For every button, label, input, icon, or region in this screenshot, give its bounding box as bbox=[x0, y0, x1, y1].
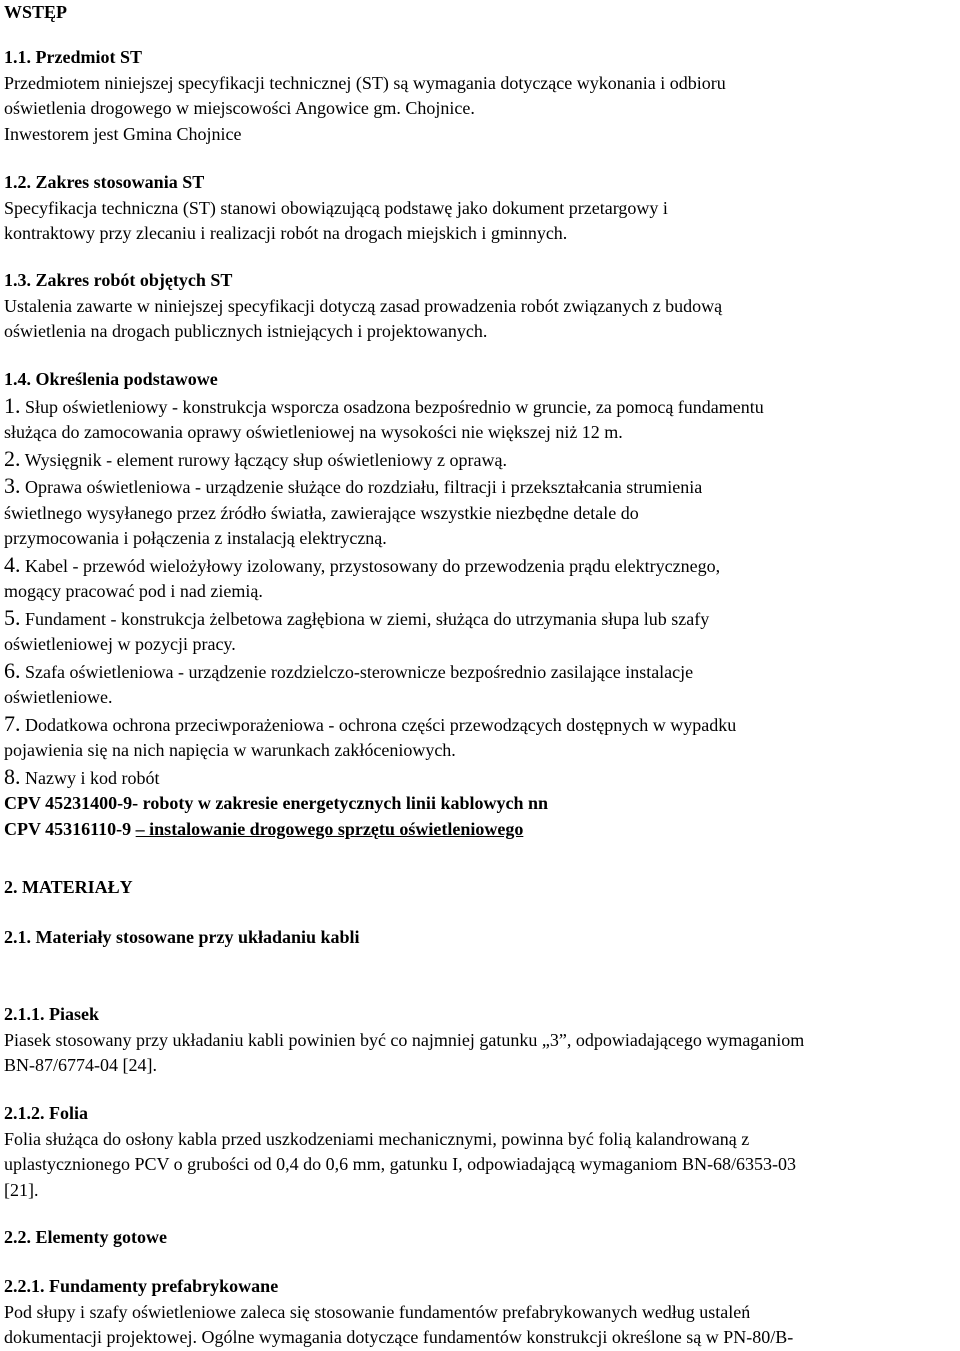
cpv-code-line: CPV 45231400-9- roboty w zakresie energetycznych linii kablowych nn bbox=[4, 793, 548, 813]
item-text: przymocowania i połączenia z instalacją elektryczną. bbox=[4, 528, 387, 548]
section-2-1-2 bbox=[4, 1101, 956, 1203]
section-2-2-heading: 2.2. Elementy gotowe bbox=[4, 1227, 167, 1247]
section-heading: 1.1. Przedmiot ST bbox=[4, 47, 142, 67]
paragraph-line: Ustalenia zawarte w niniejszej specyfikacji dotyczą zasad prowadzenia robót związanych z budową bbox=[4, 295, 723, 316]
cpv-code-line bbox=[4, 817, 956, 843]
item-text: Fundament - konstrukcja żelbetowa zagłębiona w ziemi, służąca do utrzymania słupa lub szafy bbox=[25, 608, 710, 629]
definition-item-2 bbox=[4, 446, 956, 474]
item-text: Kabel - przewód wielożyłowy izolowany, przystosowany do przewodzenia prądu elektrycznego, bbox=[25, 555, 721, 576]
section-1-3 bbox=[4, 268, 956, 345]
cpv-code: CPV 45316110-9 bbox=[4, 818, 136, 839]
section-heading: 1.4. Określenia podstawowe bbox=[4, 369, 218, 389]
definition-item-5 bbox=[4, 605, 956, 658]
paragraph-line: uplastycznionego PCV o grubości od 0,4 do 0,6 mm, gatunku I, odpowiadającą wymaganiom BN-68/6353-03 bbox=[4, 1154, 797, 1174]
item-number: 2. bbox=[4, 445, 21, 471]
item-text: świetlnego wysyłanego przez źródło światła, zawierające wszystkie niezbędne detale do bbox=[4, 502, 639, 523]
definition-item-8 bbox=[4, 764, 956, 792]
item-text: Wysięgnik - element rurowy łączący słup oświetleniowy z oprawą. bbox=[24, 449, 507, 470]
paragraph-line: oświetlenia na drogach publicznych istniejących i projektowanych. bbox=[4, 321, 488, 341]
paragraph-line: BN-87/6774-04 [24]. bbox=[4, 1055, 157, 1075]
definition-item-4 bbox=[4, 552, 956, 605]
item-number: 1. bbox=[4, 392, 21, 418]
section-1-1 bbox=[4, 45, 956, 147]
item-text: oświetleniowej w pozycji pracy. bbox=[4, 634, 236, 654]
item-text: Szafa oświetleniowa - urządzenie rozdzielczo-sterownicze bezpośrednio zasilające instalacje bbox=[25, 661, 694, 682]
section-heading: 1.3. Zakres robót objętych ST bbox=[4, 270, 233, 290]
paragraph-line: Inwestorem jest Gmina Chojnice bbox=[4, 123, 242, 144]
item-text: służąca do zamocowania oprawy oświetleniowej na wysokości nie większej niż 12 m. bbox=[4, 422, 623, 442]
paragraph-line: oświetlenia drogowego w miejscowości Angowice gm. Chojnice. bbox=[4, 98, 475, 118]
item-number: 6. bbox=[4, 657, 21, 683]
item-text: pojawienia się na nich napięcia w warunkach zakłóceniowych. bbox=[4, 740, 456, 760]
section-heading: 2.2.1. Fundamenty prefabrykowane bbox=[4, 1276, 279, 1296]
paragraph-line: [21]. bbox=[4, 1179, 39, 1200]
paragraph-line: Folia służąca do osłony kabla przed uszkodzeniami mechanicznymi, powinna być folią kalandrowaną z bbox=[4, 1128, 750, 1149]
definition-item-1 bbox=[4, 393, 956, 446]
paragraph-line: Piasek stosowany przy układaniu kabli powinien być co najmniej gatunku „3”, odpowiadającego wymaganiom bbox=[4, 1029, 805, 1050]
section-2-1-heading: 2.1. Materiały stosowane przy układaniu kabli bbox=[4, 927, 360, 947]
paragraph-line: Pod słupy i szafy oświetleniowe zaleca się stosowanie fundamentów prefabrykowanych według ustaleń bbox=[4, 1301, 751, 1322]
definition-item-3 bbox=[4, 473, 956, 552]
paragraph-line: Przedmiotem niniejszej specyfikacji technicznej (ST) są wymagania dotyczące wykonania i odbioru bbox=[4, 72, 726, 93]
item-text: Dodatkowa ochrona przeciwporażeniowa - ochrona części przewodzących dostępnych w wypadku bbox=[25, 714, 737, 735]
item-number: 8. bbox=[4, 763, 21, 789]
paragraph-line: Specyfikacja techniczna (ST) stanowi obowiązującą podstawę jako dokument przetargowy i bbox=[4, 197, 668, 218]
item-number: 7. bbox=[4, 710, 21, 736]
section-heading: 2.1.1. Piasek bbox=[4, 1004, 100, 1024]
section-heading: 1.2. Zakres stosowania ST bbox=[4, 172, 205, 192]
paragraph-line: kontraktowy przy zlecaniu i realizacji robót na drogach miejskich i gminnych. bbox=[4, 223, 568, 243]
item-text: Słup oświetleniowy - konstrukcja wsporcza osadzona bezpośrednio w gruncie, za pomocą fundamentu bbox=[25, 396, 764, 417]
document-title: WSTĘP bbox=[4, 2, 68, 22]
item-text: Oprawa oświetleniowa - urządzenie służące do rozdziału, filtracji i przekształcania strumienia bbox=[25, 477, 703, 497]
definition-item-7 bbox=[4, 711, 956, 764]
section-2-2-1 bbox=[4, 1274, 956, 1351]
section-heading: 2.1.2. Folia bbox=[4, 1103, 88, 1123]
item-text: Nazwy i kod robót bbox=[25, 767, 160, 788]
paragraph-line: dokumentacji projektowej. Ogólne wymagania dotyczące fundamentów konstrukcji określone są w PN-80/B- bbox=[4, 1327, 794, 1347]
item-text: mogący pracować pod i nad ziemią. bbox=[4, 581, 263, 601]
cpv-description: – instalowanie drogowego sprzętu oświetleniowego bbox=[135, 818, 524, 839]
section-2-heading: 2. MATERIAŁY bbox=[4, 877, 133, 897]
section-1-4 bbox=[4, 367, 956, 842]
definition-item-6 bbox=[4, 658, 956, 711]
item-number: 5. bbox=[4, 604, 21, 630]
item-number: 4. bbox=[4, 551, 21, 577]
section-1-2 bbox=[4, 170, 956, 247]
item-number: 3. bbox=[4, 473, 21, 498]
section-2-1-1 bbox=[4, 1002, 956, 1079]
item-text: oświetleniowe. bbox=[4, 687, 113, 707]
